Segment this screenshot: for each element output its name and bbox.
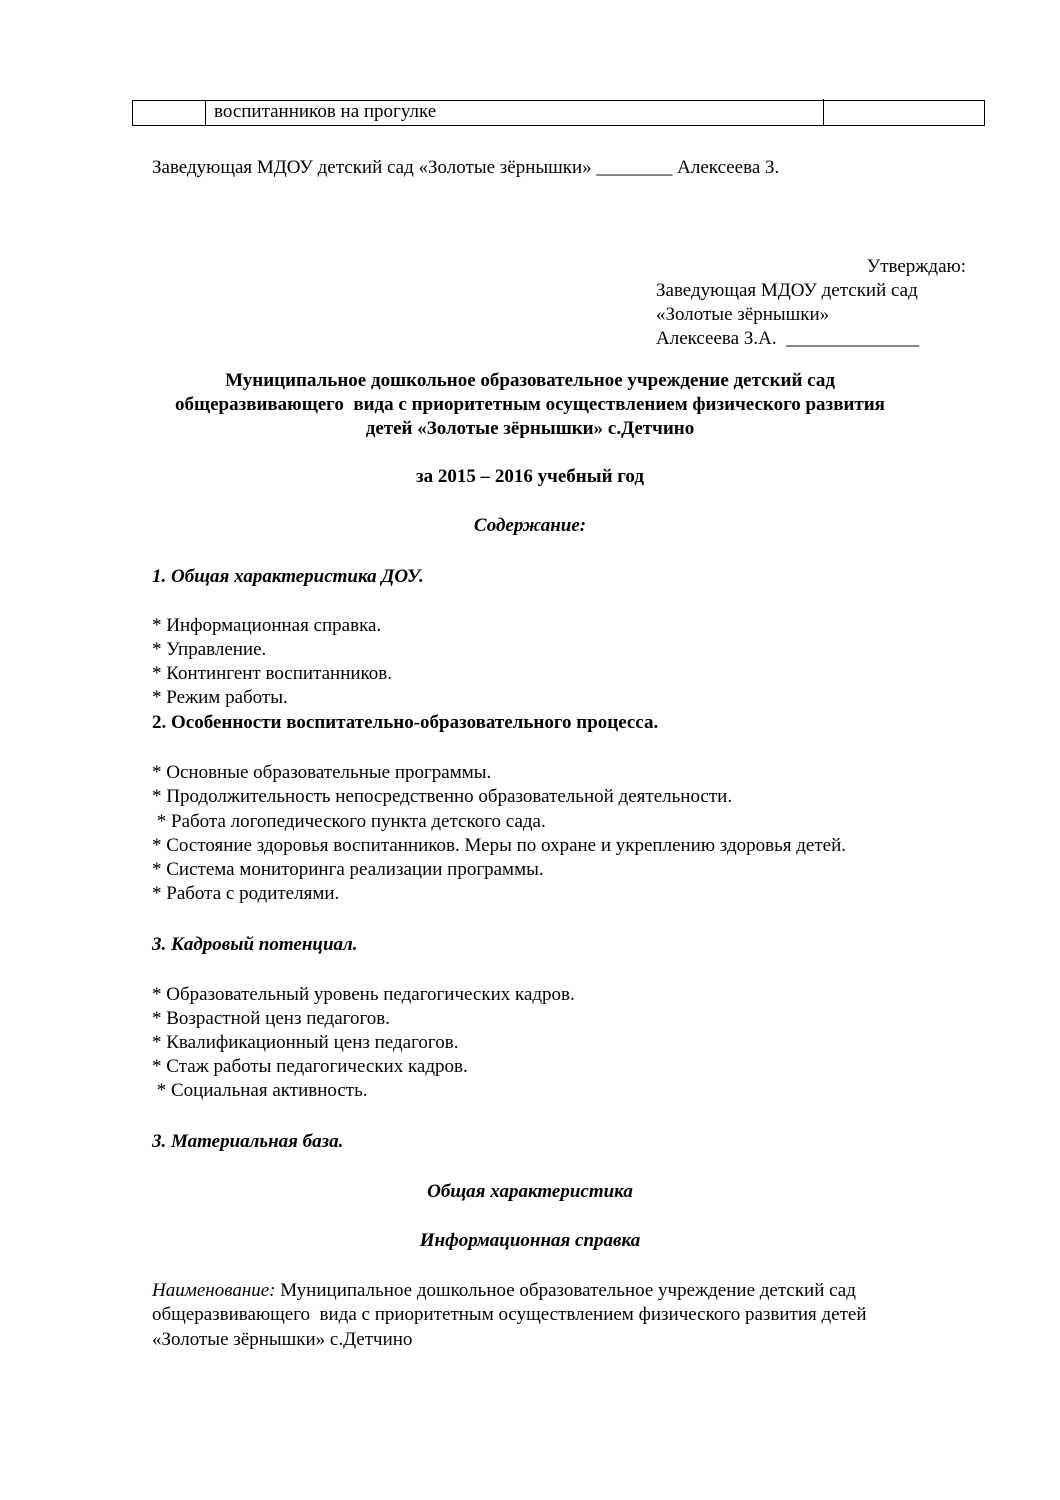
- section-4-title: 3. Материальная база.: [152, 1131, 344, 1152]
- name-label: Наименование:: [152, 1280, 276, 1301]
- section-2-title: 2. Особенности воспитательно-образовательного процесса.: [152, 712, 659, 733]
- list-item: * Образовательный уровень педагогических кадров.: [152, 984, 575, 1005]
- table-cell-empty-left: [133, 101, 206, 125]
- section-1-title: 1. Общая характеристика ДОУ.: [152, 566, 424, 587]
- name-paragraph-line-1: [152, 1279, 856, 1303]
- list-item: * Режим работы.: [152, 687, 288, 708]
- list-item: * Информационная справка.: [152, 615, 382, 636]
- list-item: * Стаж работы педагогических кадров.: [152, 1056, 468, 1077]
- year-line: за 2015 – 2016 учебный год: [416, 466, 644, 487]
- signature-line: Заведующая МДОУ детский сад «Золотые зёрнышки» ________ Алексеева З.: [152, 157, 780, 178]
- list-item: * Состояние здоровья воспитанников. Меры по охране и укреплению здоровья детей.: [152, 835, 847, 856]
- approval-line-1: Заведующая МДОУ детский сад: [656, 280, 918, 301]
- info-subheading: Информационная справка: [419, 1230, 641, 1251]
- list-item: * Основные образовательные программы.: [152, 762, 492, 783]
- approval-line-3: Алексеева З.А. ______________: [656, 328, 920, 349]
- table-fragment: [132, 100, 985, 126]
- general-heading: Общая характеристика: [427, 1181, 633, 1202]
- list-item: * Работа логопедического пункта детского сада.: [152, 811, 546, 832]
- list-item: * Управление.: [152, 639, 267, 660]
- approval-block: [656, 255, 966, 351]
- table-cell-empty-right: [824, 101, 984, 125]
- list-item: * Социальная активность.: [152, 1080, 368, 1101]
- list-item: * Система мониторинга реализации программы.: [152, 859, 544, 880]
- table-cell-text: воспитанников на прогулке: [206, 99, 824, 125]
- contents-heading: Содержание:: [473, 515, 587, 536]
- approval-label: Утверждаю:: [866, 256, 966, 277]
- approval-line-2: «Золотые зёрнышки»: [656, 304, 830, 325]
- title-line-3: детей «Золотые зёрнышки» с.Детчино: [365, 418, 695, 439]
- title-line-2: общеразвивающего вида с приоритетным осуществлением физического развития: [175, 394, 885, 415]
- list-item: * Контингент воспитанников.: [152, 663, 393, 684]
- title-line-1: Муниципальное дошкольное образовательное учреждение детский сад: [225, 370, 835, 391]
- list-item: * Квалификационный ценз педагогов.: [152, 1032, 459, 1053]
- section-3-title: 3. Кадровый потенциал.: [152, 934, 358, 955]
- name-paragraph-line-2: общеразвивающего вида с приоритетным осуществлением физического развития детей: [152, 1304, 867, 1325]
- list-item: * Продолжительность непосредственно образовательной деятельности.: [152, 786, 733, 807]
- list-item: * Возрастной ценз педагогов.: [152, 1008, 391, 1029]
- name-value-1: Муниципальное дошкольное образовательное учреждение детский сад: [275, 1280, 856, 1301]
- name-paragraph-line-3: «Золотые зёрнышки» с.Детчино: [152, 1329, 413, 1350]
- list-item: * Работа с родителями.: [152, 883, 340, 904]
